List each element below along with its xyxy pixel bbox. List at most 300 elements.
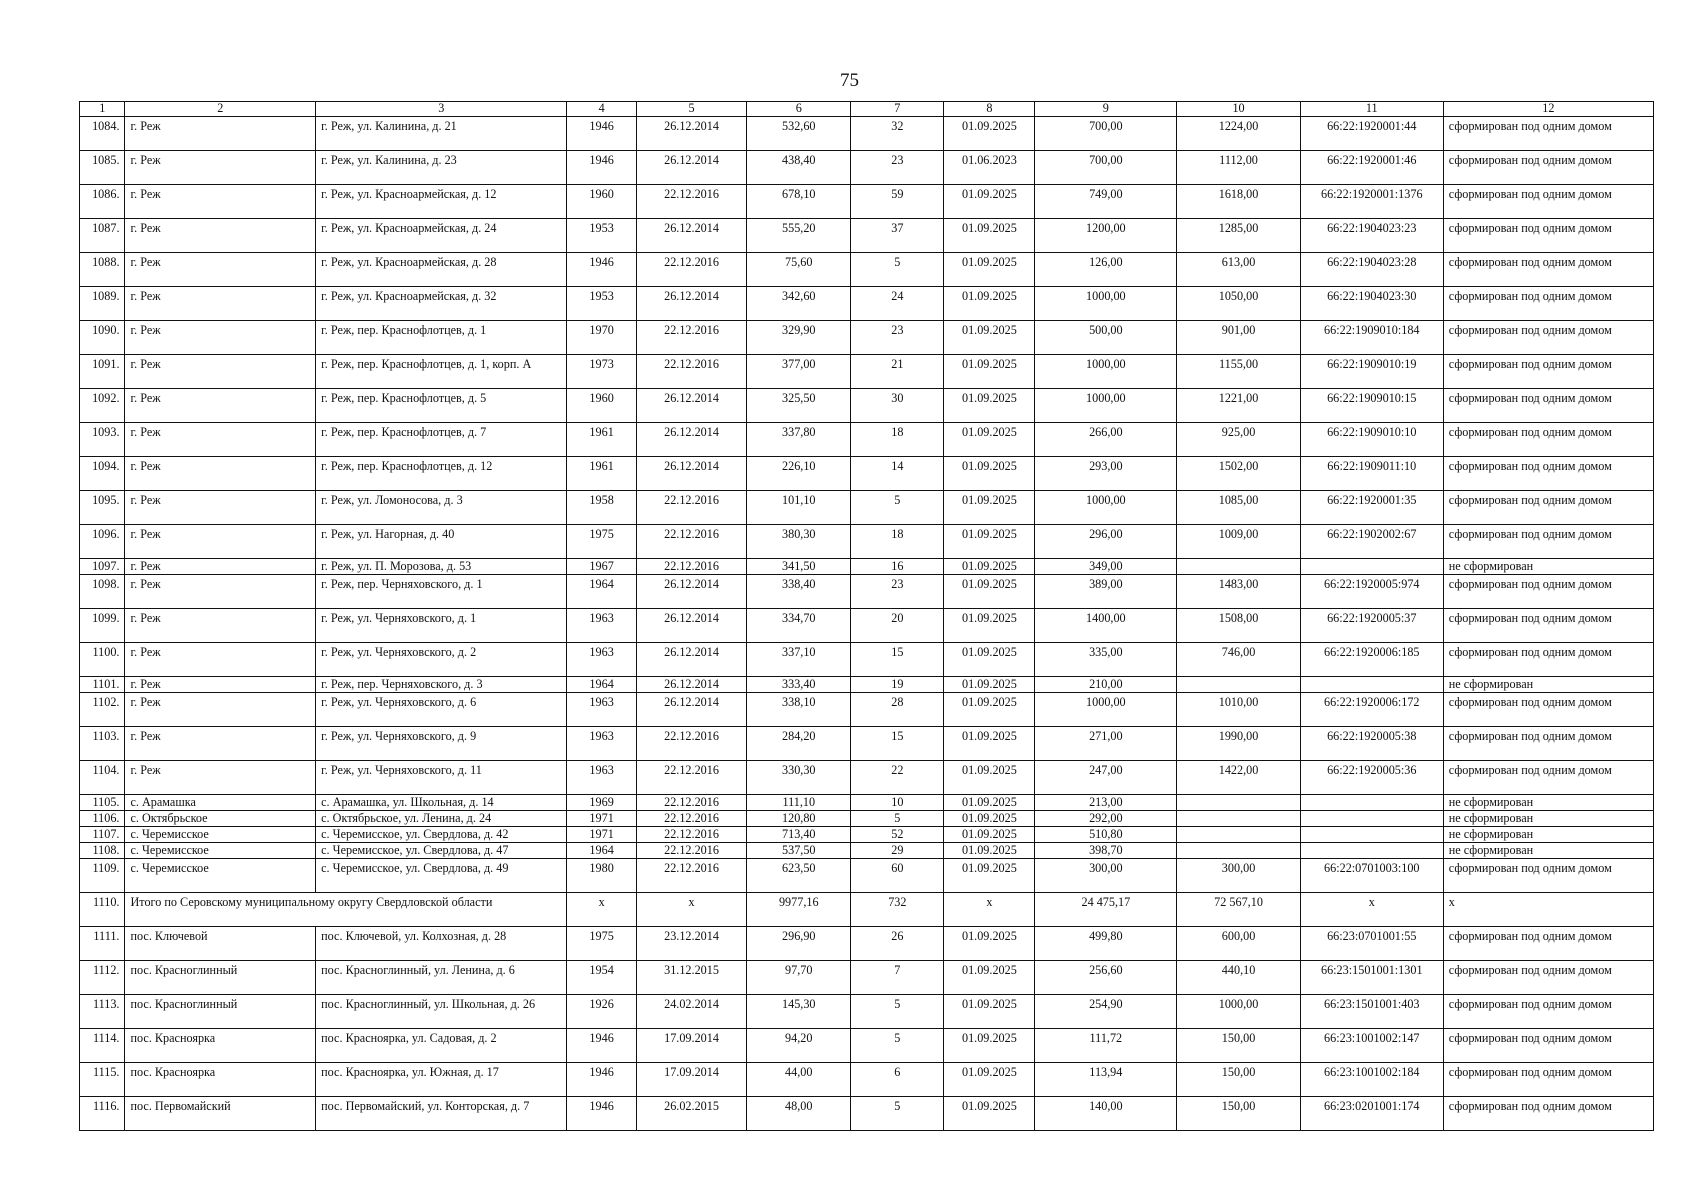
settlement-cell: пос. Первомайский — [125, 1097, 316, 1131]
value-10-cell: 150,00 — [1177, 1097, 1300, 1131]
row-number: 1109. — [80, 859, 125, 893]
count-cell: 60 — [851, 859, 944, 893]
value-10-cell: 1508,00 — [1177, 609, 1300, 643]
plan-date-cell: 01.09.2025 — [944, 693, 1035, 727]
status-cell: сформирован под одним домом — [1443, 389, 1653, 423]
address-cell: г. Реж, ул. Черняховского, д. 9 — [316, 727, 567, 761]
address-cell: г. Реж, пер. Черняховского, д. 3 — [316, 677, 567, 693]
area-cell: 342,60 — [747, 287, 851, 321]
table-row — [80, 117, 1654, 151]
date-cell: 17.09.2014 — [636, 1063, 746, 1097]
settlement-cell: г. Реж — [125, 693, 316, 727]
row-number: 1111. — [80, 927, 125, 961]
settlement-cell: г. Реж — [125, 219, 316, 253]
address-cell: г. Реж, пер. Краснофлотцев, д. 12 — [316, 457, 567, 491]
count-cell: 7 — [851, 961, 944, 995]
table-row — [80, 693, 1654, 727]
value-9-cell: 1200,00 — [1035, 219, 1177, 253]
value-10-cell: 1000,00 — [1177, 995, 1300, 1029]
address-cell: с. Черемисское, ул. Свердлова, д. 42 — [316, 827, 567, 843]
date-cell: 26.12.2014 — [636, 609, 746, 643]
area-cell: 329,90 — [747, 321, 851, 355]
date-cell: 22.12.2016 — [636, 525, 746, 559]
status-cell: не сформирован — [1443, 827, 1653, 843]
settlement-cell: г. Реж — [125, 151, 316, 185]
area-cell: 330,30 — [747, 761, 851, 795]
plan-date-cell: 01.09.2025 — [944, 643, 1035, 677]
date-cell: 26.12.2014 — [636, 151, 746, 185]
status-cell: сформирован под одним домом — [1443, 1097, 1653, 1131]
cadastral-number-cell: 66:23:1001002:184 — [1300, 1063, 1443, 1097]
status-cell: сформирован под одним домом — [1443, 961, 1653, 995]
count-cell: 5 — [851, 995, 944, 1029]
plan-date-cell: 01.09.2025 — [944, 423, 1035, 457]
year-cell: 1963 — [567, 693, 636, 727]
plan-date-cell: 01.09.2025 — [944, 117, 1035, 151]
area-cell: 337,80 — [747, 423, 851, 457]
plan-date-cell: 01.09.2025 — [944, 559, 1035, 575]
value-9-cell: 256,60 — [1035, 961, 1177, 995]
total-row — [80, 893, 1654, 927]
year-cell: 1946 — [567, 1029, 636, 1063]
year-cell: 1970 — [567, 321, 636, 355]
settlement-cell: г. Реж — [125, 253, 316, 287]
value-10-cell — [1177, 559, 1300, 575]
cadastral-number-cell: 66:22:1920001:1376 — [1300, 185, 1443, 219]
status-cell: сформирован под одним домом — [1443, 525, 1653, 559]
settlement-cell: г. Реж — [125, 727, 316, 761]
settlement-cell: г. Реж — [125, 185, 316, 219]
cadastral-number-cell: 66:23:1501001:1301 — [1300, 961, 1443, 995]
row-number: 1101. — [80, 677, 125, 693]
count-cell: 5 — [851, 253, 944, 287]
value-10-cell: 1221,00 — [1177, 389, 1300, 423]
address-cell: г. Реж, ул. Красноармейская, д. 12 — [316, 185, 567, 219]
row-number: 1097. — [80, 559, 125, 575]
area-cell: 341,50 — [747, 559, 851, 575]
value-9-cell: 1000,00 — [1035, 491, 1177, 525]
row-number: 1106. — [80, 811, 125, 827]
address-cell: с. Черемисское, ул. Свердлова, д. 47 — [316, 843, 567, 859]
value-10-cell: 1285,00 — [1177, 219, 1300, 253]
settlement-cell: с. Черемисское — [125, 843, 316, 859]
value-9-cell: 24 475,17 — [1035, 893, 1177, 927]
year-cell: 1946 — [567, 1097, 636, 1131]
table-row — [80, 423, 1654, 457]
address-cell: г. Реж, ул. Красноармейская, д. 24 — [316, 219, 567, 253]
cadastral-number-cell: 66:22:1904023:23 — [1300, 219, 1443, 253]
year-cell: 1960 — [567, 389, 636, 423]
area-cell: 678,10 — [747, 185, 851, 219]
plan-date-cell: 01.09.2025 — [944, 491, 1035, 525]
settlement-cell: с. Октябрьское — [125, 811, 316, 827]
status-cell: сформирован под одним домом — [1443, 927, 1653, 961]
date-cell: 26.12.2014 — [636, 423, 746, 457]
row-number: 1113. — [80, 995, 125, 1029]
year-cell: 1954 — [567, 961, 636, 995]
year-cell: 1971 — [567, 811, 636, 827]
column-number: 11 — [1300, 102, 1443, 117]
status-cell: сформирован под одним домом — [1443, 151, 1653, 185]
date-cell: 26.12.2014 — [636, 677, 746, 693]
status-cell: сформирован под одним домом — [1443, 253, 1653, 287]
plan-date-cell: 01.09.2025 — [944, 389, 1035, 423]
plan-date-cell: 01.09.2025 — [944, 253, 1035, 287]
cadastral-number-cell: 66:23:0201001:174 — [1300, 1097, 1443, 1131]
value-9-cell: 293,00 — [1035, 457, 1177, 491]
cadastral-number-cell — [1300, 811, 1443, 827]
date-cell: 26.12.2014 — [636, 287, 746, 321]
table-row — [80, 287, 1654, 321]
area-cell: 438,40 — [747, 151, 851, 185]
date-cell: 26.12.2014 — [636, 219, 746, 253]
settlement-cell: г. Реж — [125, 609, 316, 643]
year-cell: 1980 — [567, 859, 636, 893]
address-cell: с. Октябрьское, ул. Ленина, д. 24 — [316, 811, 567, 827]
column-number: 1 — [80, 102, 125, 117]
cadastral-number-cell: 66:22:0701003:100 — [1300, 859, 1443, 893]
row-number: 1085. — [80, 151, 125, 185]
count-cell: 23 — [851, 575, 944, 609]
status-cell: не сформирован — [1443, 795, 1653, 811]
settlement-cell: г. Реж — [125, 643, 316, 677]
status-cell: сформирован под одним домом — [1443, 1063, 1653, 1097]
row-number: 1093. — [80, 423, 125, 457]
row-number: 1096. — [80, 525, 125, 559]
cadastral-number-cell: 66:22:1904023:28 — [1300, 253, 1443, 287]
plan-date-cell: 01.06.2023 — [944, 151, 1035, 185]
count-cell: 26 — [851, 927, 944, 961]
status-cell: сформирован под одним домом — [1443, 761, 1653, 795]
area-cell: 284,20 — [747, 727, 851, 761]
cadastral-number-cell: 66:22:1920001:44 — [1300, 117, 1443, 151]
value-10-cell: 72 567,10 — [1177, 893, 1300, 927]
area-cell: 48,00 — [747, 1097, 851, 1131]
address-cell: г. Реж, ул. Черняховского, д. 11 — [316, 761, 567, 795]
date-cell: 22.12.2016 — [636, 843, 746, 859]
plan-date-cell: x — [944, 893, 1035, 927]
row-number: 1103. — [80, 727, 125, 761]
status-cell: x — [1443, 893, 1653, 927]
value-9-cell: 140,00 — [1035, 1097, 1177, 1131]
cadastral-number-cell: 66:22:1902002:67 — [1300, 525, 1443, 559]
row-number: 1099. — [80, 609, 125, 643]
value-10-cell: 925,00 — [1177, 423, 1300, 457]
cadastral-number-cell: 66:22:1920001:46 — [1300, 151, 1443, 185]
plan-date-cell: 01.09.2025 — [944, 995, 1035, 1029]
value-10-cell: 1990,00 — [1177, 727, 1300, 761]
column-number: 4 — [567, 102, 636, 117]
column-number: 7 — [851, 102, 944, 117]
count-cell: 18 — [851, 423, 944, 457]
area-cell: 337,10 — [747, 643, 851, 677]
area-cell: 338,40 — [747, 575, 851, 609]
address-cell: г. Реж, ул. Черняховского, д. 2 — [316, 643, 567, 677]
row-number: 1084. — [80, 117, 125, 151]
address-cell: с. Арамашка, ул. Школьная, д. 14 — [316, 795, 567, 811]
status-cell: сформирован под одним домом — [1443, 219, 1653, 253]
year-cell: 1953 — [567, 219, 636, 253]
plan-date-cell: 01.09.2025 — [944, 355, 1035, 389]
year-cell: 1958 — [567, 491, 636, 525]
year-cell: 1961 — [567, 457, 636, 491]
value-10-cell: 613,00 — [1177, 253, 1300, 287]
row-number: 1116. — [80, 1097, 125, 1131]
settlement-cell: г. Реж — [125, 677, 316, 693]
table-row — [80, 1029, 1654, 1063]
status-cell: сформирован под одним домом — [1443, 995, 1653, 1029]
table-body — [80, 102, 1654, 1131]
year-cell: 1963 — [567, 727, 636, 761]
area-cell: 111,10 — [747, 795, 851, 811]
count-cell: 10 — [851, 795, 944, 811]
value-9-cell: 700,00 — [1035, 117, 1177, 151]
plan-date-cell: 01.09.2025 — [944, 727, 1035, 761]
cadastral-number-cell: 66:22:1920005:38 — [1300, 727, 1443, 761]
value-10-cell: 1422,00 — [1177, 761, 1300, 795]
value-9-cell: 266,00 — [1035, 423, 1177, 457]
date-cell: 24.02.2014 — [636, 995, 746, 1029]
settlement-cell: г. Реж — [125, 117, 316, 151]
count-cell: 5 — [851, 1097, 944, 1131]
count-cell: 23 — [851, 151, 944, 185]
table-row — [80, 1063, 1654, 1097]
value-10-cell: 440,10 — [1177, 961, 1300, 995]
settlement-cell: г. Реж — [125, 287, 316, 321]
area-cell: 338,10 — [747, 693, 851, 727]
date-cell: 26.12.2014 — [636, 643, 746, 677]
table-row — [80, 795, 1654, 811]
count-cell: 5 — [851, 1029, 944, 1063]
status-cell: сформирован под одним домом — [1443, 287, 1653, 321]
area-cell: 333,40 — [747, 677, 851, 693]
value-10-cell — [1177, 811, 1300, 827]
count-cell: 14 — [851, 457, 944, 491]
cadastral-number-cell: 66:22:1920005:36 — [1300, 761, 1443, 795]
status-cell: сформирован под одним домом — [1443, 355, 1653, 389]
value-10-cell: 1502,00 — [1177, 457, 1300, 491]
area-cell: 532,60 — [747, 117, 851, 151]
address-cell: г. Реж, пер. Краснофлотцев, д. 7 — [316, 423, 567, 457]
value-10-cell: 1155,00 — [1177, 355, 1300, 389]
value-9-cell: 749,00 — [1035, 185, 1177, 219]
value-10-cell: 1618,00 — [1177, 185, 1300, 219]
table-row — [80, 995, 1654, 1029]
status-cell: сформирован под одним домом — [1443, 609, 1653, 643]
count-cell: 15 — [851, 727, 944, 761]
date-cell: 22.12.2016 — [636, 185, 746, 219]
column-number: 3 — [316, 102, 567, 117]
value-9-cell: 111,72 — [1035, 1029, 1177, 1063]
plan-date-cell: 01.09.2025 — [944, 859, 1035, 893]
settlement-cell: с. Черемисское — [125, 859, 316, 893]
count-cell: 16 — [851, 559, 944, 575]
date-cell: 22.12.2016 — [636, 559, 746, 575]
settlement-cell: г. Реж — [125, 559, 316, 575]
row-number: 1104. — [80, 761, 125, 795]
year-cell: 1964 — [567, 843, 636, 859]
value-9-cell: 113,94 — [1035, 1063, 1177, 1097]
year-cell: 1975 — [567, 927, 636, 961]
cadastral-number-cell — [1300, 559, 1443, 575]
count-cell: 6 — [851, 1063, 944, 1097]
table-row — [80, 491, 1654, 525]
settlement-cell: г. Реж — [125, 321, 316, 355]
value-10-cell: 1483,00 — [1177, 575, 1300, 609]
cadastral-number-cell: 66:22:1909010:19 — [1300, 355, 1443, 389]
value-10-cell: 1085,00 — [1177, 491, 1300, 525]
address-cell: г. Реж, ул. Ломоносова, д. 3 — [316, 491, 567, 525]
area-cell: 145,30 — [747, 995, 851, 1029]
cadastral-number-cell: 66:23:1001002:147 — [1300, 1029, 1443, 1063]
count-cell: 5 — [851, 811, 944, 827]
plan-date-cell: 01.09.2025 — [944, 457, 1035, 491]
address-cell: пос. Ключевой, ул. Колхозная, д. 28 — [316, 927, 567, 961]
cadastral-number-cell — [1300, 827, 1443, 843]
table-row — [80, 843, 1654, 859]
column-number: 6 — [747, 102, 851, 117]
page-number: 75 — [840, 70, 859, 91]
value-10-cell — [1177, 795, 1300, 811]
date-cell: 23.12.2014 — [636, 927, 746, 961]
address-cell: г. Реж, пер. Краснофлотцев, д. 5 — [316, 389, 567, 423]
row-number: 1094. — [80, 457, 125, 491]
year-cell: 1946 — [567, 151, 636, 185]
value-10-cell: 150,00 — [1177, 1063, 1300, 1097]
value-9-cell: 499,80 — [1035, 927, 1177, 961]
column-number: 8 — [944, 102, 1035, 117]
cadastral-number-cell — [1300, 795, 1443, 811]
year-cell: 1967 — [567, 559, 636, 575]
row-number: 1105. — [80, 795, 125, 811]
settlement-cell: пос. Ключевой — [125, 927, 316, 961]
date-cell: 22.12.2016 — [636, 827, 746, 843]
count-cell: 59 — [851, 185, 944, 219]
address-cell: пос. Красноглинный, ул. Ленина, д. 6 — [316, 961, 567, 995]
value-10-cell: 901,00 — [1177, 321, 1300, 355]
area-cell: 377,00 — [747, 355, 851, 389]
date-cell: 17.09.2014 — [636, 1029, 746, 1063]
area-cell: 101,10 — [747, 491, 851, 525]
area-cell: 334,70 — [747, 609, 851, 643]
date-cell: 22.12.2016 — [636, 761, 746, 795]
year-cell: 1964 — [567, 575, 636, 609]
year-cell: 1975 — [567, 525, 636, 559]
cadastral-number-cell: x — [1300, 893, 1443, 927]
value-9-cell: 296,00 — [1035, 525, 1177, 559]
status-cell: сформирован под одним домом — [1443, 423, 1653, 457]
status-cell: сформирован под одним домом — [1443, 643, 1653, 677]
count-cell: 22 — [851, 761, 944, 795]
column-number: 5 — [636, 102, 746, 117]
housing-register-table — [79, 101, 1654, 1131]
address-cell: с. Черемисское, ул. Свердлова, д. 49 — [316, 859, 567, 893]
plan-date-cell: 01.09.2025 — [944, 927, 1035, 961]
address-cell: г. Реж, ул. Красноармейская, д. 32 — [316, 287, 567, 321]
value-9-cell: 254,90 — [1035, 995, 1177, 1029]
year-cell: 1963 — [567, 609, 636, 643]
column-number: 12 — [1443, 102, 1653, 117]
row-number: 1100. — [80, 643, 125, 677]
table-row — [80, 575, 1654, 609]
plan-date-cell: 01.09.2025 — [944, 1063, 1035, 1097]
area-cell: 623,50 — [747, 859, 851, 893]
area-cell: 325,50 — [747, 389, 851, 423]
area-cell: 226,10 — [747, 457, 851, 491]
status-cell: сформирован под одним домом — [1443, 1029, 1653, 1063]
row-number: 1090. — [80, 321, 125, 355]
table-row — [80, 151, 1654, 185]
area-cell: 94,20 — [747, 1029, 851, 1063]
status-cell: не сформирован — [1443, 677, 1653, 693]
area-cell: 120,80 — [747, 811, 851, 827]
year-cell: 1963 — [567, 761, 636, 795]
row-number: 1087. — [80, 219, 125, 253]
address-cell: г. Реж, ул. Черняховского, д. 1 — [316, 609, 567, 643]
plan-date-cell: 01.09.2025 — [944, 525, 1035, 559]
table-row — [80, 1097, 1654, 1131]
value-10-cell — [1177, 827, 1300, 843]
plan-date-cell: 01.09.2025 — [944, 1029, 1035, 1063]
date-cell: 22.12.2016 — [636, 253, 746, 287]
date-cell: 26.12.2014 — [636, 693, 746, 727]
value-9-cell: 700,00 — [1035, 151, 1177, 185]
count-cell: 30 — [851, 389, 944, 423]
address-cell: г. Реж, ул. П. Морозова, д. 53 — [316, 559, 567, 575]
count-cell: 23 — [851, 321, 944, 355]
settlement-cell: г. Реж — [125, 457, 316, 491]
status-cell: сформирован под одним домом — [1443, 727, 1653, 761]
value-10-cell — [1177, 843, 1300, 859]
row-number: 1098. — [80, 575, 125, 609]
settlement-cell: пос. Красноглинный — [125, 961, 316, 995]
settlement-cell: г. Реж — [125, 355, 316, 389]
plan-date-cell: 01.09.2025 — [944, 827, 1035, 843]
address-cell: пос. Красноярка, ул. Южная, д. 17 — [316, 1063, 567, 1097]
date-cell: 26.12.2014 — [636, 457, 746, 491]
plan-date-cell: 01.09.2025 — [944, 961, 1035, 995]
count-cell: 19 — [851, 677, 944, 693]
date-cell: 22.12.2016 — [636, 795, 746, 811]
year-cell: 1969 — [567, 795, 636, 811]
date-cell: 26.12.2014 — [636, 575, 746, 609]
row-number: 1092. — [80, 389, 125, 423]
year-cell: 1946 — [567, 253, 636, 287]
settlement-cell: г. Реж — [125, 491, 316, 525]
cadastral-number-cell: 66:22:1920006:172 — [1300, 693, 1443, 727]
table-row — [80, 185, 1654, 219]
row-number: 1110. — [80, 893, 125, 927]
year-cell: 1961 — [567, 423, 636, 457]
value-10-cell: 1224,00 — [1177, 117, 1300, 151]
plan-date-cell: 01.09.2025 — [944, 219, 1035, 253]
plan-date-cell: 01.09.2025 — [944, 287, 1035, 321]
address-cell: пос. Красноярка, ул. Садовая, д. 2 — [316, 1029, 567, 1063]
table-row — [80, 321, 1654, 355]
value-9-cell: 210,00 — [1035, 677, 1177, 693]
plan-date-cell: 01.09.2025 — [944, 795, 1035, 811]
area-cell: 9977,16 — [747, 893, 851, 927]
row-number: 1112. — [80, 961, 125, 995]
column-number: 9 — [1035, 102, 1177, 117]
year-cell: 1971 — [567, 827, 636, 843]
cadastral-number-cell: 66:22:1909010:184 — [1300, 321, 1443, 355]
table-row — [80, 761, 1654, 795]
plan-date-cell: 01.09.2025 — [944, 761, 1035, 795]
settlement-cell: пос. Красноярка — [125, 1063, 316, 1097]
column-number: 2 — [125, 102, 316, 117]
address-cell: г. Реж, ул. Нагорная, д. 40 — [316, 525, 567, 559]
